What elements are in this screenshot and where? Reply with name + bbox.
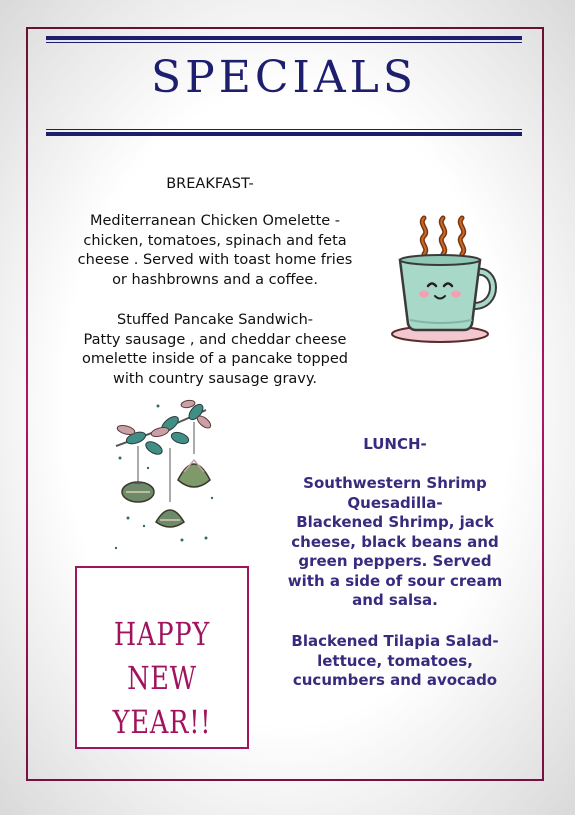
breakfast-heading: BREAKFAST- — [166, 176, 254, 192]
ornaments-icon — [108, 398, 218, 552]
page-title: SPECIALS — [150, 52, 418, 103]
coffee-cup-icon — [388, 210, 500, 348]
lunch-item-2: Blackened Tilapia Salad- lettuce, tomatoes, cucumbers and avocado — [291, 632, 499, 689]
title-rule — [46, 129, 522, 136]
breakfast-item-2: Stuffed Pancake Sandwich- Patty sausage , and cheddar cheese omelette inside of a pancake topped with country sausage gravy. — [81, 312, 349, 387]
card-text: HAPPY NEW YEAR!! — [112, 615, 212, 741]
happy-new-year-card — [75, 566, 249, 749]
top-rule — [46, 36, 522, 43]
breakfast-item-1: Mediterranean Chicken Omelette - chicken, tomatoes, spinach and feta cheese . Served with toast home fries or hashbrowns and a coffee. — [77, 213, 353, 288]
lunch-item-1: Southwestern Shrimp Quesadilla- Blackened Shrimp, jack cheese, black beans and green peppers. Served with a side of sour cream and salsa. — [287, 474, 503, 609]
lunch-heading: LUNCH- — [363, 435, 427, 453]
